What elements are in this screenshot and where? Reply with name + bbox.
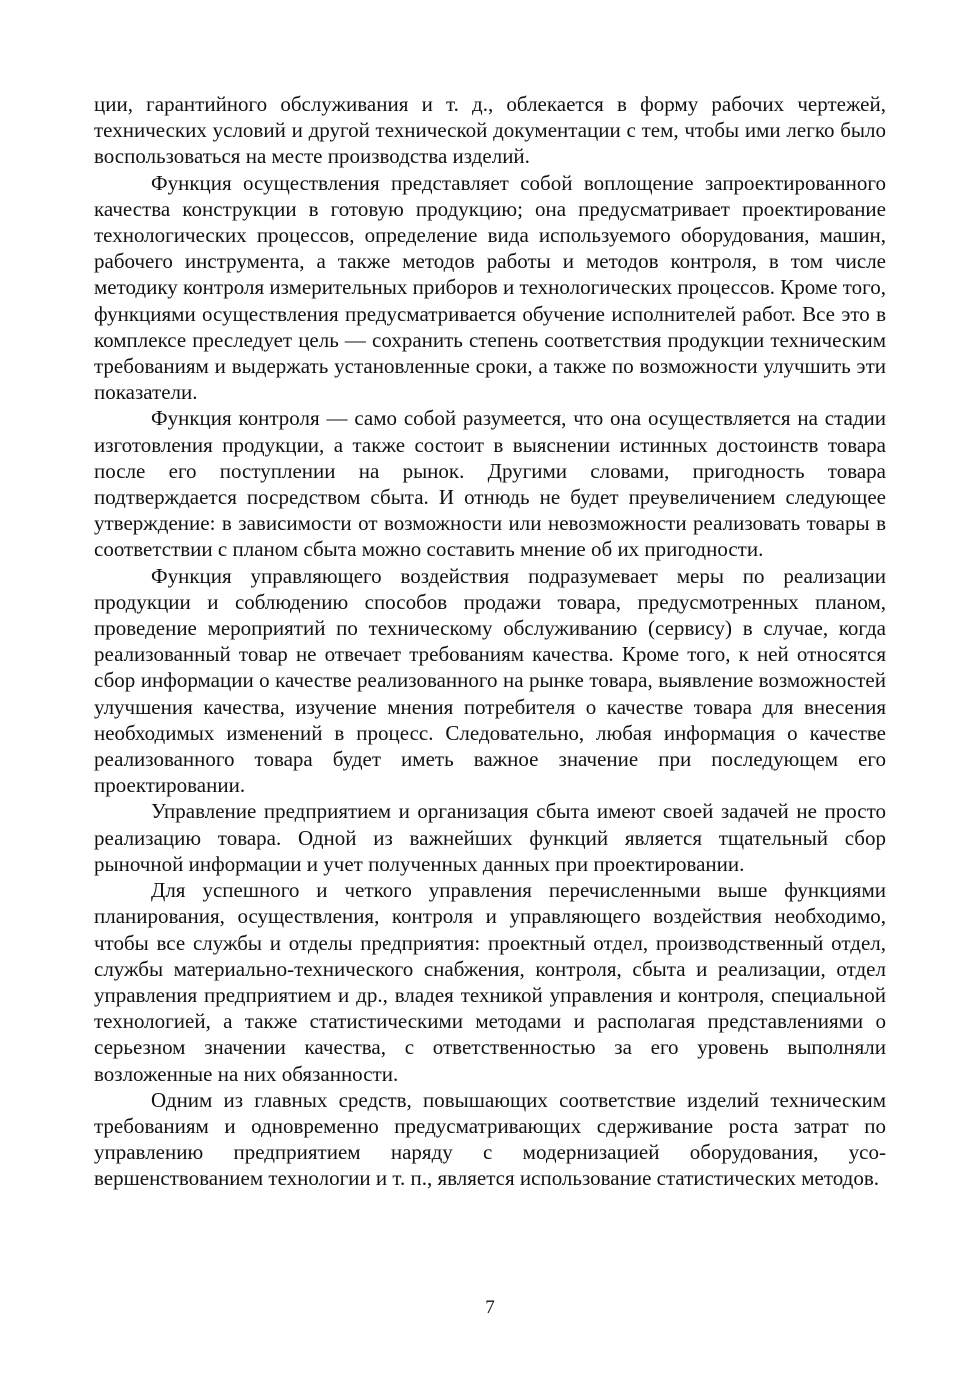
paragraph-statistical-methods: Одним из главных средств, повышающих соответствие изделий техническим требованиям и одновременно предусматривающих сдерживание роста затрат по управлению предприятием наряду с модернизацией оборудования, усовершенствованием технологии и т. п., является использование статистических методов. <box>94 1087 886 1191</box>
document-page <box>94 91 886 1192</box>
paragraph-continuation: ции, гарантийного обслуживания и т. д., облекается в форму рабочих чертежей, технических условий и другой технической документации с тем, чтобы ими легко было воспользоваться на месте производства изделий. <box>94 92 886 169</box>
paragraph-control-function: Функция контроля — само собой разумеется, что она осуществляется на стадии изготовления продукции, а также состоит в выяснении истинных достоинств товара после его поступлении на рынок. Другими словами, пригодность товара подтверждается посредством сбыта. И отнюдь не будет преувеличением следующее утверждение: в зависимости от возможности или невозможности реализовать товары в соответствии с планом сбыта можно составить мнение об их пригодности. <box>94 406 886 562</box>
paragraph-enterprise-management: Управление предприятием и организация сбыта имеют своей задачей не просто реализацию товара. Одной из важнейших функций является тщательный сбор рыночной информации и учет полученных данных при проектировании. <box>94 799 886 876</box>
paragraph-successful-management: Для успешного и четкого управления перечисленными выше функциями планирования, осуществления, контроля и управляющего воздействия необходимо, чтобы все службы и отделы предприятия: проектный отдел, производственный отдел, службы материально-технического снабжения, контроля, сбыта и реализации, отдел управления предприятием и др., владея техникой управления и контроля, специальной технологией, а также статистическими методами и располагая представлениями о серьезном значении качества, с ответственностью за его уровень выполняли возложенные на них обязанности. <box>94 878 886 1086</box>
page-number: 7 <box>485 1297 495 1318</box>
paragraph-implementation-function: Функция осуществления представляет собой воплощение запроектированного качества конструкции в готовую продукцию; она предусматривает проектирование технологических процессов, определение вида используемого оборудования, машин, рабочего инструмента, а также методов работы и методов контроля, в том числе методику контроля измерительных приборов и технологических процессов. Кроме того, функциями осуществления предусматривается обучение исполнителей работ. Все это в комплексе преследует цель — сохранить степень соответствия продукции техническим требованиям и выдержать установленные сроки, а также по возможности улучшить эти показатели. <box>94 170 886 405</box>
paragraph-management-influence-function: Функция управляющего воздействия подразумевает меры по реализации продукции и соблюдению способов продажи товара, предусмотренных планом, проведение мероприятий по техническому обслуживанию (сервису) в случае, когда реализованный товар не отвечает требованиям качества. Кроме того, к ней относятся сбор информации о качестве реализованного на рынке товара, выявление возможностей улучшения качества, изучение мнения потребителя о качестве товара для внесения необходимых изменений в процесс. Следовательно, любая информация о качестве реализованного товара будет иметь важное значение при последующем его проектировании. <box>94 563 886 798</box>
